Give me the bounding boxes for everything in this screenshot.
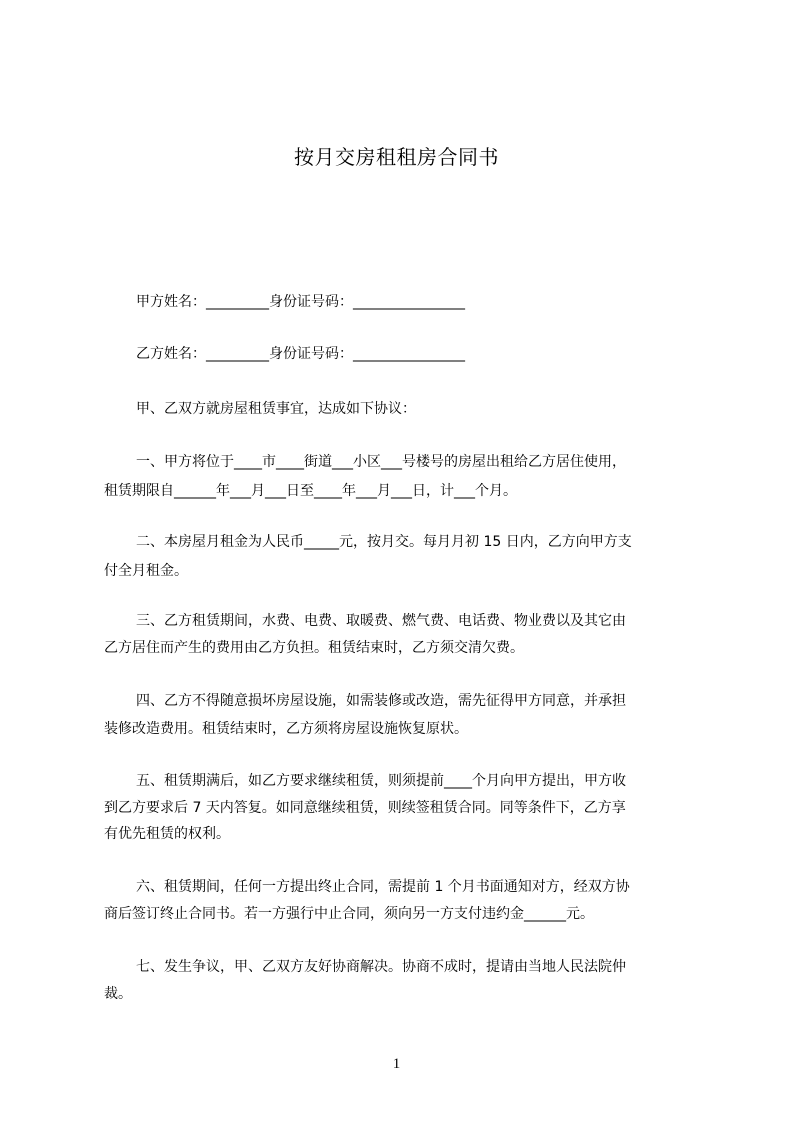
clause-7-line-2: 裁。 — [104, 986, 132, 1002]
clause-7-line-1: 七、发生争议，甲、乙双方友好协商解决。协商不成时，提请由当地人民法院仲 — [136, 959, 626, 975]
clause-5-line-1: 五、租赁期满后，如乙方要求继续租赁，则须提前____个月向甲方提出，甲方收 — [136, 773, 626, 789]
clause-6-line-2: 商后签订终止合同书。若一方强行中止合同，须向另一方支付违约金______元。 — [104, 906, 594, 922]
clause-4-line-1: 四、乙方不得随意损坏房屋设施，如需装修或改造，需先征得甲方同意，并承担 — [136, 693, 626, 709]
clause-1-line-2: 租赁期限自______年___月___日至____年___月___日，计___个月。 — [104, 483, 517, 499]
clause-4-line-2: 装修改造费用。租赁结束时，乙方须将房屋设施恢复原状。 — [104, 721, 468, 737]
agreement-intro: 甲、乙双方就房屋租赁事宜，达成如下协议： — [136, 401, 416, 417]
clause-2-line-1: 二、本房屋月租金为人民币_____元，按月交。每月月初 15 日内，乙方向甲方支 — [136, 534, 632, 550]
document-title: 按月交房租租房合同书 — [294, 145, 499, 169]
clause-3-line-1: 三、乙方租赁期间，水费、电费、取暖费、燃气费、电话费、物业费以及其它由 — [136, 613, 626, 629]
party-a-line: 甲方姓名：_________身份证号码：________________ — [136, 294, 465, 310]
clause-2-line-2: 付全月租金。 — [104, 563, 188, 579]
clause-3-line-2: 乙方居住而产生的费用由乙方负担。租赁结束时，乙方须交清欠费。 — [104, 640, 524, 656]
party-b-line: 乙方姓名：_________身份证号码：________________ — [136, 346, 465, 362]
clause-5-line-3: 有优先租赁的权利。 — [104, 826, 230, 842]
page-number: 1 — [392, 1056, 401, 1072]
clause-1-line-1: 一、甲方将位于____市____街道___小区___号楼号的房屋出租给乙方居住使用， — [136, 454, 626, 470]
clause-5-line-2: 到乙方要求后 7 天内答复。如同意继续租赁，则续签租赁合同。同等条件下，乙方享 — [104, 800, 626, 816]
clause-6-line-1: 六、租赁期间，任何一方提出终止合同，需提前 1 个月书面通知对方，经双方协 — [136, 879, 630, 895]
